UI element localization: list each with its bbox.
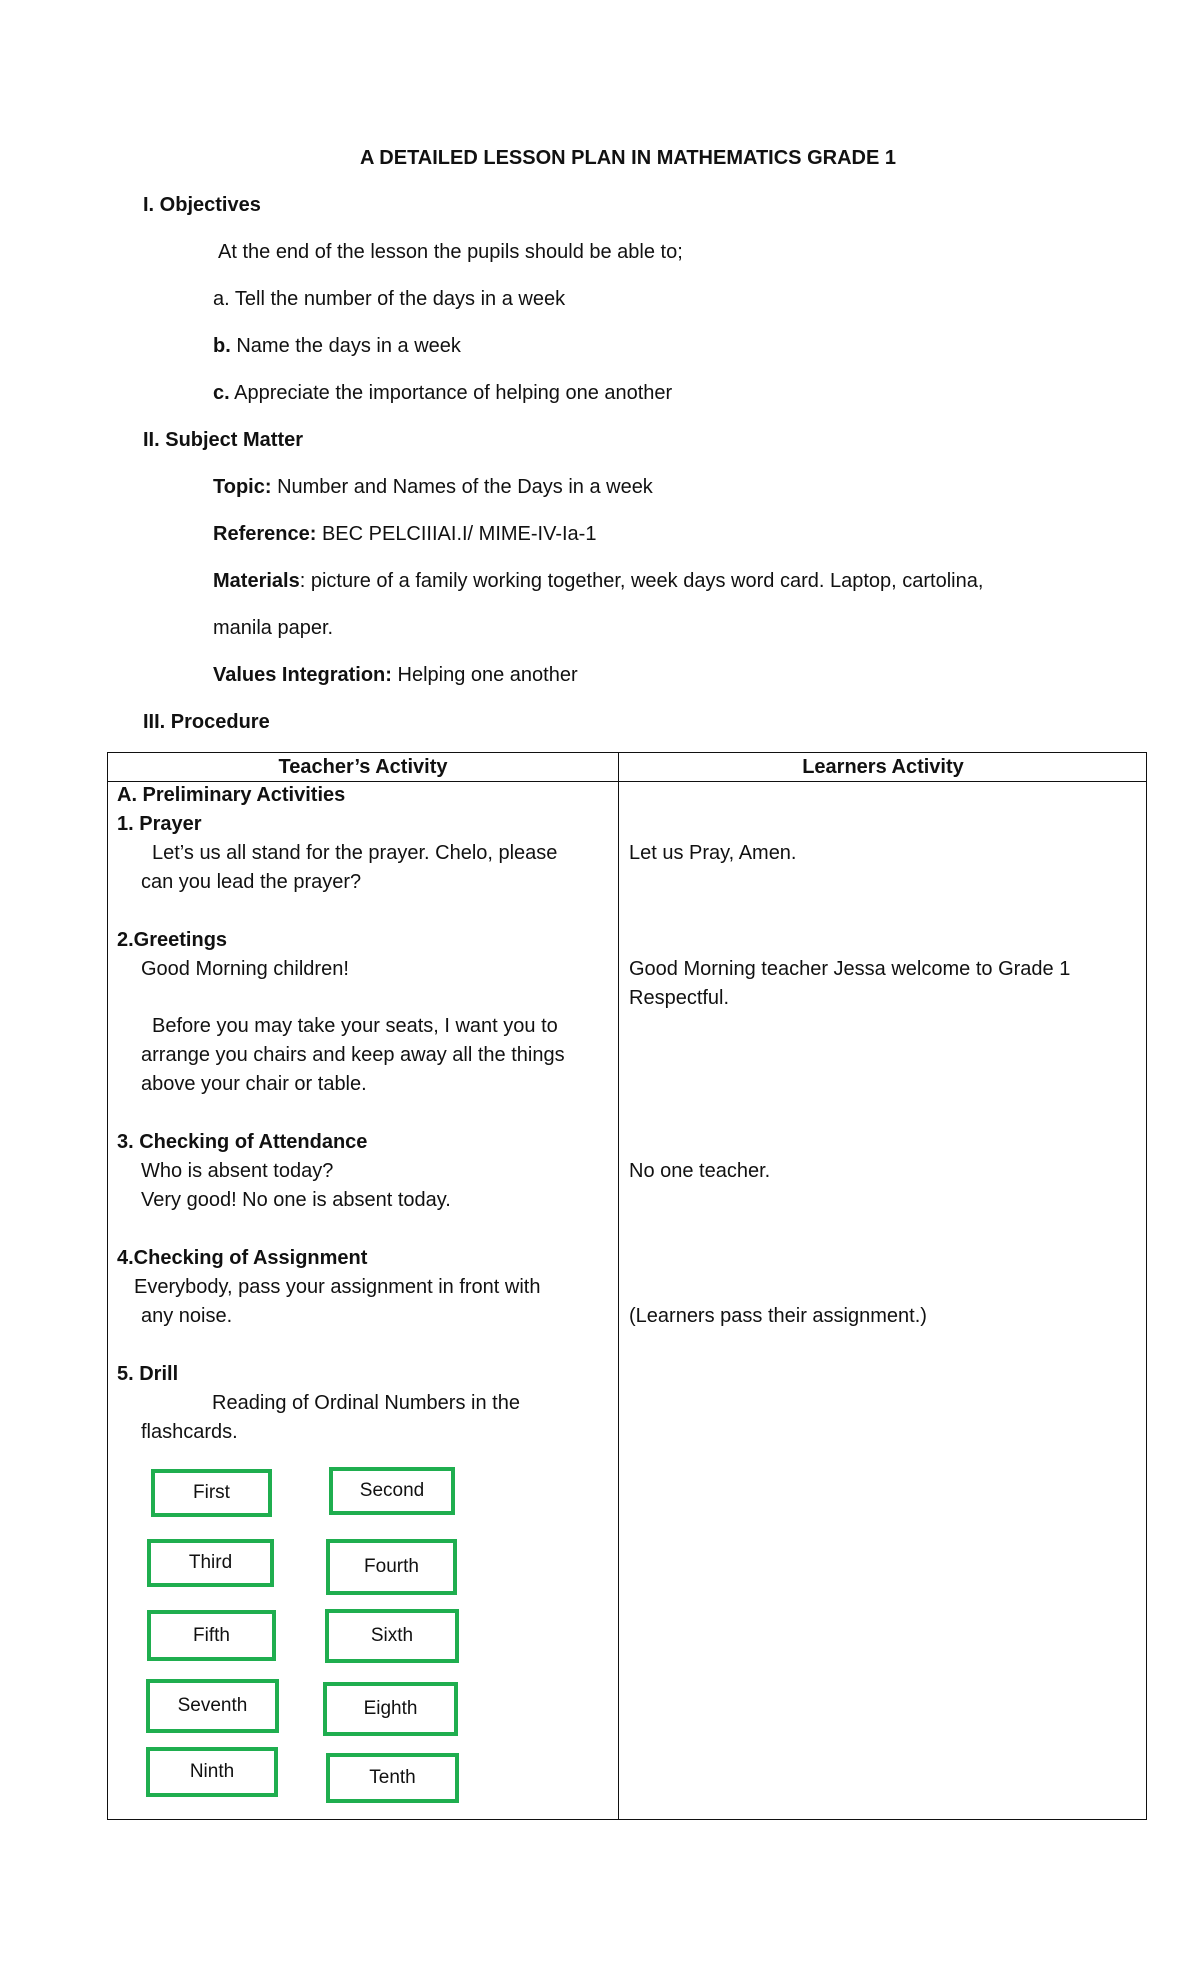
flashcard: First [151,1469,272,1517]
materials-value: : picture of a family working together, week days word card. Laptop, cartolina, [299,570,984,592]
flashcard: Third [147,1539,274,1587]
reference-value: BEC PELCIIIAI.I/ MIME-IV-Ia-1 [321,523,597,545]
preliminary-activities-heading: A. Preliminary Activities [117,784,346,806]
objective-item-a [213,286,565,312]
drill-line-2: flashcards. [141,1421,238,1443]
column-divider [618,753,619,1819]
objective-text: Tell the number of the days in a week [234,288,566,310]
attendance-line-1: Who is absent today? [141,1160,334,1182]
flashcard: Fourth [326,1539,457,1595]
objective-marker: c. [213,382,230,404]
greetings-response-line-1: Good Morning teacher Jessa welcome to Grade 1 [629,958,1071,980]
flashcard: Tenth [326,1753,459,1803]
materials-line [213,568,983,594]
procedure-table [107,752,1147,1820]
flashcard: Eighth [323,1682,458,1736]
reference-line [213,521,596,547]
materials-label: Materials [213,570,300,592]
prayer-line-1: Let’s us all stand for the prayer. Chelo, please [152,842,558,864]
values-integration-label: Values Integration: [213,664,392,686]
objective-marker: a. [213,288,230,310]
greetings-line-1: Good Morning children! [141,958,349,980]
teacher-activity-header: Teacher’s Activity [278,756,448,778]
objective-marker: b. [213,335,231,357]
prayer-line-2: can you lead the prayer? [141,871,362,893]
attendance-heading: 3. Checking of Attendance [117,1131,368,1153]
greetings-line-2: Before you may take your seats, I want you to [152,1015,558,1037]
attendance-line-2: Very good! No one is absent today. [141,1189,451,1211]
prayer-response: Let us Pray, Amen. [629,842,797,864]
flashcard: Seventh [146,1679,279,1733]
drill-heading: 5. Drill [117,1363,179,1385]
objective-item-c [213,380,672,406]
flashcard: Fifth [147,1610,276,1661]
learners-activity-header: Learners Activity [802,756,964,778]
objectives-heading: I. Objectives [143,194,261,216]
drill-line-1: Reading of Ordinal Numbers in the [212,1392,520,1414]
prayer-heading: 1. Prayer [117,813,202,835]
assignment-response: (Learners pass their assignment.) [629,1305,927,1327]
flashcard: Ninth [146,1747,278,1797]
objective-item-b [213,333,461,359]
attendance-response: No one teacher. [629,1160,771,1182]
objective-text: Appreciate the importance of helping one another [234,382,673,404]
topic-value: Number and Names of the Days in a week [277,476,653,498]
objective-text: Name the days in a week [236,335,461,357]
greetings-heading: 2.Greetings [117,929,228,951]
flashcard: Second [329,1467,455,1515]
objectives-intro: At the end of the lesson the pupils should be able to; [218,241,683,263]
topic-label: Topic: [213,476,272,498]
assignment-heading: 4.Checking of Assignment [117,1247,368,1269]
values-integration-line [213,662,578,688]
assignment-line-1: Everybody, pass your assignment in front with [134,1276,541,1298]
document-title: A DETAILED LESSON PLAN IN MATHEMATICS GRADE 1 [360,147,896,169]
procedure-heading: III. Procedure [143,711,270,733]
reference-label: Reference: [213,523,317,545]
greetings-line-4: above your chair or table. [141,1073,367,1095]
values-integration-value: Helping one another [397,664,578,686]
flashcard: Sixth [325,1609,459,1663]
subject-matter-heading: II. Subject Matter [143,429,304,451]
materials-value-continued: manila paper. [213,617,334,639]
topic-line [213,474,653,500]
greetings-response-line-2: Respectful. [629,987,730,1009]
assignment-line-2: any noise. [141,1305,233,1327]
greetings-line-3: arrange you chairs and keep away all the things [141,1044,565,1066]
